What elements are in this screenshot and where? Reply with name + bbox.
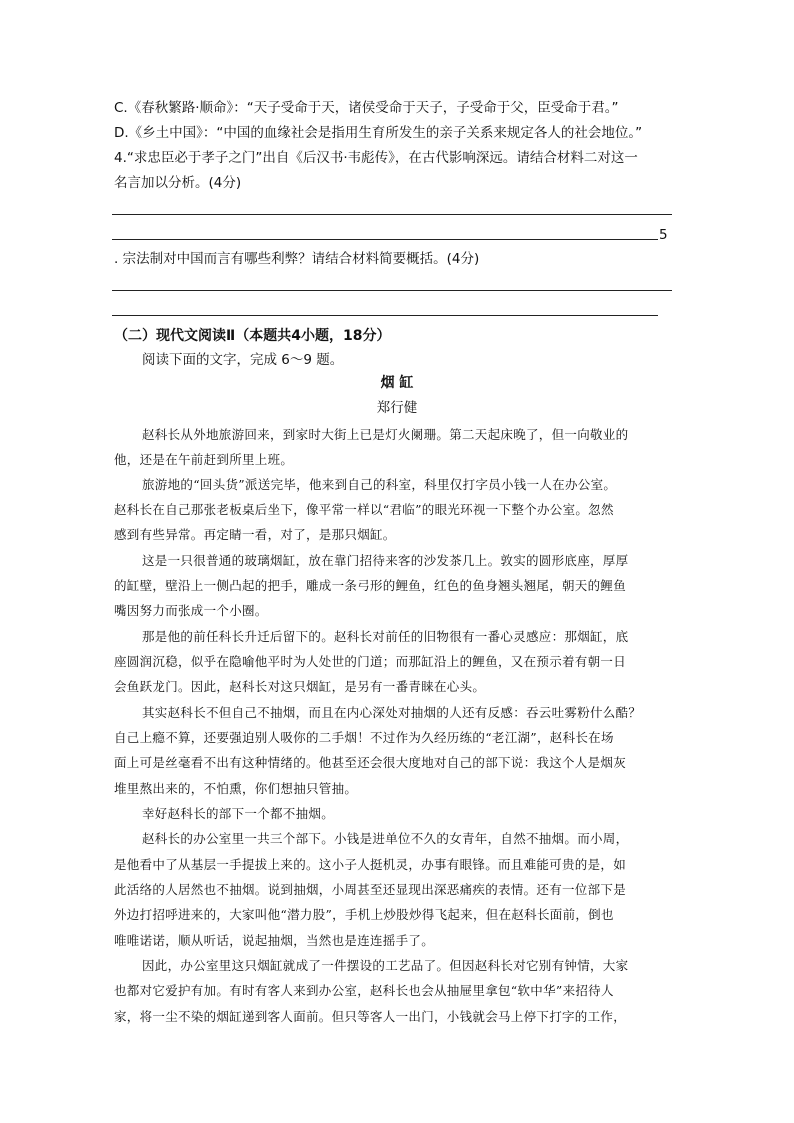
story-line: 此活络的人居然也不抽烟。说到抽烟，小周甚至还显现出深恶痛疾的表情。还有一位部下是 <box>114 882 627 897</box>
section-heading: （二）现代文阅读Ⅱ（本题共4小题，18分） <box>114 328 391 344</box>
story-author: 郑行健 <box>376 400 418 416</box>
option-c: C.《春秋繁路·顺命》：“天子受命于天，诸侯受命于天子，子受命于父，臣受命于君。” <box>114 100 619 116</box>
story-line: 的缸壁，壁沿上一侧凸起的把手，雕成一条弓形的鲤鱼，红色的鱼身翘头翘尾，朝天的鲤鱼 <box>114 578 627 593</box>
story-line: 是他看中了从基层一手提拔上来的。这小子人挺机灵，办事有眼锋。而且难能可贵的是，如 <box>114 857 627 872</box>
story-line: 唯唯诺诺，顺从听话，说起抽烟，当然也是连连摇手了。 <box>114 933 435 948</box>
story-line: 这是一只很普通的玻璃烟缸，放在靠门招待来客的沙发茶几上。敦实的圆形底座，厚厚 <box>142 553 629 568</box>
story-line: 自己上瘾不算，还要强迫别人吸你的二手烟！不过作为久经历练的“老江湖”，赵科长在场 <box>114 730 614 745</box>
story-line: 旅游地的“回头货”派送完毕，他来到自己的科室，科里仅打字员小钱一人在办公室。 <box>142 477 617 492</box>
question-5-text: . 宗法制对中国而言有哪些利弊？请结合材料简要概括。(4分) <box>114 251 480 267</box>
story-line: 座圆润沉稳，似乎在隐喻他平时为人处世的门道；而那缸沿上的鲤鱼，又在预示着有朝一日 <box>114 654 627 669</box>
story-line: 感到有些异常。再定睛一看，对了，是那只烟缸。 <box>114 527 396 542</box>
story-line: 也都对它爱护有加。有时有客人来到办公室，赵科长也会从抽屉里拿包“软中华”来招待人 <box>114 983 614 998</box>
story-line: 他，还是在午前赶到所里上班。 <box>114 452 294 467</box>
question-4-line-1: 4.“求忠臣必于孝子之门”出自《后汉书·韦彪传》，在古代影响深远。请结合材料二对这一 <box>114 150 638 166</box>
section-instruction: 阅读下面的文字，完成 6～9 题。 <box>142 352 344 368</box>
story-line: 会鱼跃龙门。因此，赵科长对这只烟缸，是另有一番青睐在心头。 <box>114 679 486 694</box>
story-title: 烟 缸 <box>380 375 414 391</box>
story-line: 那是他的前任科长升迁后留下的。赵科长对前任的旧物很有一番心灵感应：那烟缸，底 <box>142 629 629 644</box>
story-line: 外边打招呼进来的，大家叫他“潜力股”，手机上炒股炒得飞起来，但在赵科长面前，倒也 <box>114 907 614 922</box>
story-line: 面上可是丝毫看不出有这种情绪的。他甚至还会很大度地对自己的部下说：我这个人是烟灰 <box>114 755 627 770</box>
answer-line <box>112 315 658 316</box>
story-line: 家，将一尘不染的烟缸递到客人面前。但只等客人一出门，小钱就会马上停下打字的工作， <box>114 1009 627 1024</box>
story-line: 赵科长的办公室里一共三个部下。小钱是进单位不久的女青年，自然不抽烟。而小周， <box>142 831 629 846</box>
answer-line <box>112 239 658 240</box>
answer-line <box>112 290 672 291</box>
story-line: 赵科长在自己那张老板桌后坐下，像平常一样以“君临”的眼光环视一下整个办公室。忽然 <box>114 502 614 517</box>
story-line: 幸好赵科长的部下一个都不抽烟。 <box>142 806 335 821</box>
story-line: 堆里熬出来的，不怕熏，你们想抽只管抽。 <box>114 781 358 796</box>
story-line: 因此，办公室里这只烟缸就成了一件摆设的工艺品了。但因赵科长对它别有钟情，大家 <box>142 958 629 973</box>
story-line: 赵科长从外地旅游回来，到家时大街上已是灯火阑珊。第二天起床晚了，但一向敬业的 <box>142 427 629 442</box>
option-d: D.《乡土中国》：“中国的血缘社会是指用生育所发生的亲子关系来规定各人的社会地位。” <box>114 125 643 141</box>
story-line: 其实赵科长不但自己不抽烟，而且在内心深处对抽烟的人还有反感：吞云吐雾粉什么酷？ <box>142 705 642 720</box>
answer-line <box>112 214 672 215</box>
question-4-line-2: 名言加以分析。(4分) <box>114 175 242 191</box>
story-line: 嘴因努力而张成一个小圈。 <box>114 603 268 618</box>
question-5-number: 5 <box>659 227 668 243</box>
